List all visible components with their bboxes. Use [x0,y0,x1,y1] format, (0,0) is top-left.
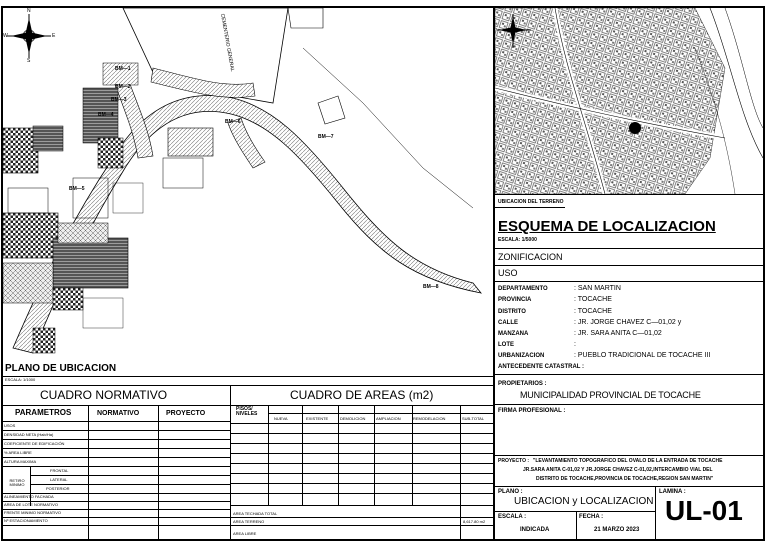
areas-existente: EXISTENTE [306,416,329,421]
bm-label-4: BM—4 [98,112,114,118]
area-libre: AREA LIBRE [233,531,257,536]
dist-value: : TOCACHE [574,308,612,315]
esquema-title: ESQUEMA DE LOCALIZACION [498,218,716,235]
firma-label: FIRMA PROFESIONAL : [498,408,566,414]
cuadro-normativo-title: CUADRO NORMATIVO [40,388,168,402]
proyecto-header: PROYECTO [166,410,206,417]
lote-label: LOTE [498,342,514,348]
plano-ubicacion-scale: ESCALA: 1/1000 [5,377,36,382]
compass-w: W [3,33,8,39]
urb-value: : PUEBLO TRADICIONAL DE TOCACHE III [574,352,711,359]
row-usos: USOS [4,423,16,428]
row-area-lote: AREA DE LOTE NORMATIVO [4,502,58,507]
lamina-value: UL-01 [665,495,743,526]
area-techada-total: AREA TECHADA TOTAL [233,511,278,516]
row-frente: FRENTE MINIMO NORMATIVO [4,510,62,515]
normativo-header: NORMATIVO [97,410,140,417]
pisos-header: PISOS/ NIVELES [236,406,258,417]
zonificacion-label: ZONIFICACION [498,252,563,262]
prov-label: PROVINCIA [498,297,532,303]
mz-value: : JR. SARA ANITA C—01,02 [574,330,662,337]
row-alineamiento: ALINEAMIENTO FACHADA [4,494,54,499]
plano-value: UBICACION y LOCALIZACION [514,496,654,507]
ubicacion-terreno-caption: UBICACION DEL TERRENO [498,199,564,205]
cuadro-areas-title: CUADRO DE AREAS (m2) [290,388,434,402]
row-altura: ALTURA MAXIMA [4,459,37,464]
bm-label-8: BM—8 [423,284,439,290]
compass-s: S [27,58,31,64]
dist-label: DISTRITO [498,309,526,315]
area-terreno: AREA TERRENO [233,519,265,524]
plano-label: PLANO : [498,489,523,495]
row-estacionamiento: Nº ESTACIONAMIENTO [4,518,48,523]
param-header: PARAMETROS [15,408,72,417]
fecha-value: 21 MARZO 2023 [594,527,640,533]
bm-label-3: BM—3 [111,97,127,103]
compass-e: E [52,33,56,39]
propietarios-label: PROPIETARIOS : [498,381,547,387]
dep-value: : SAN MARTIN [574,285,621,292]
row-densidad: DENSIDAD NETA (Hab/Ha) [4,432,54,437]
propietarios-value: MUNICIPALIDAD PROVINCIAL DE TOCACHE [520,390,701,400]
areas-remodelacion: REMODELACION [413,416,446,421]
compass-n: N [27,8,31,14]
proyecto-label: PROYECTO : [498,458,530,464]
calle-value: : JR. JORGE CHAVEZ C—01,02 y [574,319,682,326]
retiro-posterior: POSTERIOR [46,486,70,491]
areas-nueva: NUEVA [274,416,288,421]
localizacion-map [495,8,763,194]
cemetery-label: CEMENTERIO GENERAL [219,13,236,73]
bm-label-1: BM—1 [115,66,131,72]
plano-ubicacion-title: PLANO DE UBICACION [5,363,117,374]
site-map [3,8,493,363]
areas-subtotal: SUB-TOTAL [462,416,485,421]
bm-label-5: BM—5 [69,186,85,192]
bm-label-6: BM—6 [225,119,241,125]
esquema-scale: ESCALA: 1/5000 [498,237,537,243]
row-area-libre: % AREA LIBRE [4,450,32,455]
row-coeficiente: COEFICIENTE DE EDIFICACIÓN [4,441,65,446]
dep-label: DEPARTAMENTO [498,286,548,292]
retiro-frontal: FRONTAL [50,468,69,473]
bm-label-2: BM—2 [115,84,131,90]
lote-value: : [574,341,576,348]
prov-value: : TOCACHE [574,296,612,303]
escala-label: ESCALA : [498,514,527,520]
bm-label-7: BM—7 [318,134,334,140]
fecha-label: FECHA : [579,514,604,520]
uso-label: USO [498,268,518,278]
area-terreno-value: 8,617.80 m2 [463,519,486,524]
urb-label: URBANIZACION [498,353,545,359]
proyecto-line-3: DISTRITO DE TOCACHE,PROVINCIA DE TOCACHE,REGION SAN MARTIN" [536,476,714,482]
escala-value: INDICADA [520,527,550,533]
calle-label: CALLE [498,320,518,326]
areas-demolicion: DEMOLICION [340,416,366,421]
retiro-lateral: LATERAL [50,477,68,482]
antecedente-label: ANTECEDENTE CATASTRAL : [498,364,584,370]
proyecto-line-2: JR.SARA ANITA C-01,02 Y JR.JORGE CHAVEZ C-01,02,INTERCAMBIO VIAL DEL [523,467,713,473]
mz-label: MANZANA [498,331,529,337]
proyecto-line-1: "LEVANTAMIENTO TOPOGRAFICO DEL OVALO DE LA ENTRADA DE TOCACHE [533,458,723,464]
retiro-minimo: RETIRO MINIMO [9,478,25,487]
lamina-label: LAMINA : [659,489,686,495]
areas-ampliacion: AMPLIACION [376,416,401,421]
north-arrow-icon [7,14,51,58]
